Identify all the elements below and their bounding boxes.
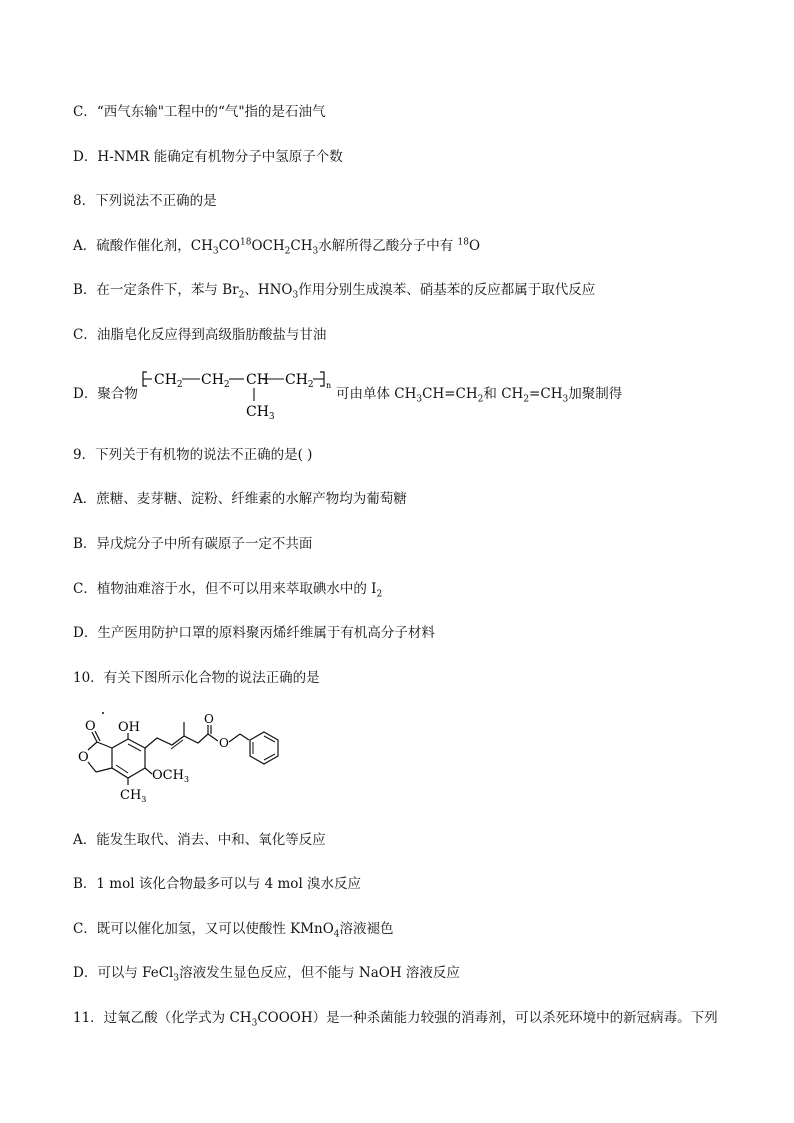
question-10: 10．有关下图所示化合物的说法正确的是 — [73, 670, 320, 686]
option-7c: C．“西气东输"工程中的“气"指的是石油气 — [73, 104, 326, 120]
methoxy-label: $OCH_3$ — [152, 768, 190, 784]
option-10c: C．既可以催化加氢，又可以使酸性 KMnO$_4$溶液褪色 — [73, 921, 394, 940]
option-10d: D．可以与 FeCl$_3$溶液发生显色反应，但不能与 NaOH 溶液反应 — [73, 965, 460, 984]
polymer-ch2-1: $CH_2$ — [154, 372, 183, 390]
polymer-ch2-2: $CH_2$ — [201, 372, 230, 390]
polymer-structure — [138, 368, 336, 422]
hydroxyl-label: OH — [118, 720, 140, 735]
ester-o-label-1: O — [204, 712, 214, 726]
option-9c: C．植物油难溶于水，但不可以用来萃取碘水中的 $I_2$ — [73, 581, 383, 600]
ring-o-label: O — [78, 750, 89, 765]
option-8d-text: 可由单体 $CH_3CH=CH_2$和 $CH_2=CH_3$加聚制得 — [336, 386, 623, 405]
option-10a: A．能发生取代、消去、中和、氧化等反应 — [73, 832, 326, 848]
compound-structure — [72, 708, 297, 808]
polymer-ch3: $CH_3$ — [246, 404, 275, 422]
option-8a: A．硫酸作催化剂，$CH_3CO^{18}OCH_2CH_3$水解所得乙酸分子中有 $^{18}$O — [73, 237, 481, 257]
question-8: 8．下列说法不正确的是 — [73, 193, 217, 209]
option-9d: D．生产医用防护口罩的原料聚丙烯纤维属于有机高分子材料 — [73, 625, 435, 641]
option-9a: A．蔗糖、麦芽糖、淀粉、纤维素的水解产物均为葡萄糖 — [73, 491, 407, 507]
option-8c: C．油脂皂化反应得到高级脂肪酸盐与甘油 — [73, 327, 327, 343]
option-10b: B．1 mol 该化合物最多可以与 4 mol 溴水反应 — [73, 876, 362, 892]
option-8b: B．在一定条件下，苯与 $Br_2$、$HNO_3$作用分别生成溴苯、硝基苯的反应都属于取代反应 — [73, 282, 596, 301]
question-9: 9．下列关于有机物的说法不正确的是( ) — [73, 447, 313, 463]
carbonyl-o-label: O — [85, 719, 96, 734]
option-8d-label: D．聚合物 — [73, 386, 138, 402]
methyl-label: $CH_3$ — [120, 788, 147, 804]
option-7d: D．H-NMR 能确定有机物分子中氢原子个数 — [73, 149, 343, 165]
option-9b: B．异戊烷分子中所有碳原子一定不共面 — [73, 536, 313, 552]
polymer-ch2-3: $CH_2$ — [285, 372, 314, 390]
question-11: 11．过氧乙酸（化学式为 $CH_3COOOH$）是一种杀菌能力较强的消毒剂，可以杀死环境中的新冠病毒。下列 — [73, 1010, 718, 1029]
polymer-n: n — [326, 381, 332, 390]
ester-o-label-2: O — [219, 736, 229, 750]
polymer-ch: CH — [246, 372, 269, 388]
